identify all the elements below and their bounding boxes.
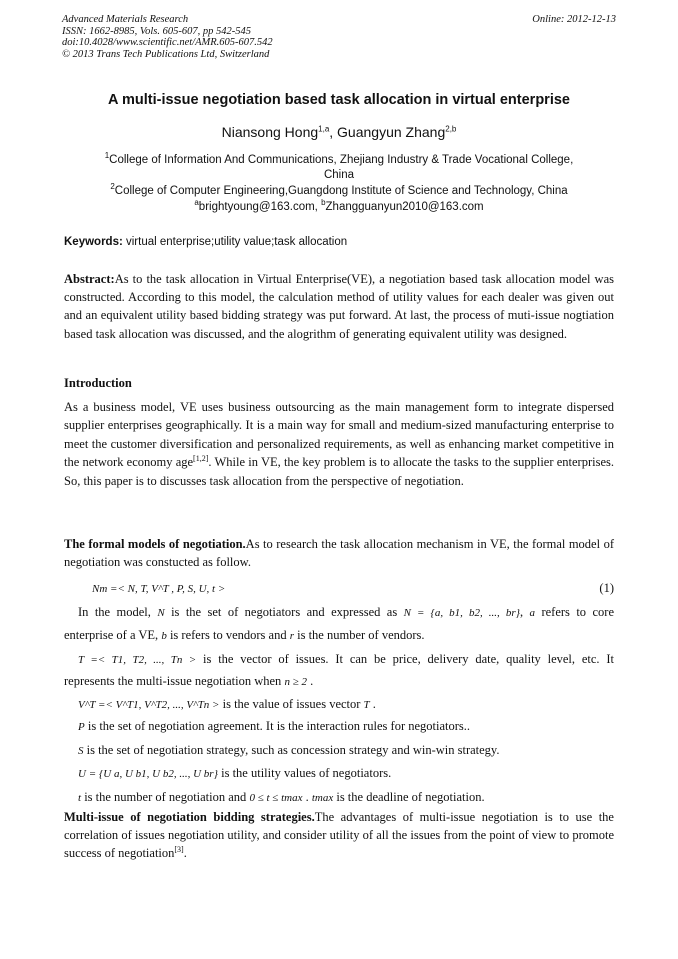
author-emails: $^a$brightyoung@163.com, $^b$Zhangguanyun2010@163.com <box>194 198 484 213</box>
model-n-line: In the model, N is the set of negotiators and expressed as N = {a, b1, b2, ..., br}, a refers to core <box>78 605 614 619</box>
abstract <box>64 270 614 343</box>
issue-vector: T =< T1, T2, ..., Tn > <box>78 654 197 666</box>
introduction-paragraph: As a business model, VE uses business outsourcing as the main management form to integrate dispersed supplier enterprises geographically. It is a main way for small and medium-sized manufacturing enterprise to meet the customer diversification and personalized requirements, as well as enhancing market competitive in the network economy age[1,2]. While in VE, the key problem is to allocate the tasks to the supplier enterprises. So, this paper is to discusses task allocation from the perspective of negotiation. <box>64 400 614 488</box>
equation-number: (1) <box>599 581 614 595</box>
equation-1: Nm =< N, T, V^T , P, S, U, t > <box>92 583 226 595</box>
negotiator-set: N = {a, b1, b2, ..., br} <box>403 607 520 619</box>
value-vector-line: V^T =< V^T1, V^T2, ..., V^Tn > is the value of issues vector T . <box>78 697 376 711</box>
issue-vector-line-2: represents the multi-issue negotiation when n ≥ 2 . <box>64 674 314 688</box>
keywords <box>64 236 347 248</box>
copyright-line: © 2013 Trans Tech Publications Ltd, Switzerland <box>62 48 270 60</box>
author-1-affiliation: 1,a <box>318 124 330 134</box>
journal-header <box>62 14 616 60</box>
multi-issue-paragraph: Multi-issue of negotiation bidding strategies.The advantages of multi-issue negotiation is to use the correlation of issues negotiation utility, and consider utility of all the issues from the point of view to promote success of negotiation[3]. <box>64 810 614 861</box>
online-date: Online: 2012-12-13 <box>532 14 616 25</box>
journal-name: Advanced Materials Research <box>62 14 189 25</box>
affiliation-2: $^2$College of Computer Engineering,Guangdong Institute of Science and Technology, China <box>110 182 568 197</box>
formal-models-paragraph: The formal models of negotiation.As to research the task allocation mechanism in VE, the formal model of negotiation was constucted as follow. <box>64 537 614 570</box>
citation: [1,2] <box>193 454 209 464</box>
paper-title: A multi-issue negotiation based task allocation in virtual enterprise <box>108 92 570 108</box>
section-heading-introduction: Introduction <box>64 376 132 390</box>
email-a: brightyoung@163.com, <box>198 201 322 213</box>
email-b: Zhangguanyun2010@163.com <box>325 201 484 213</box>
affiliation-1: $^1$College of Information And Communications, Zhejiang Industry & Trade Vocational College, China <box>104 151 574 181</box>
utility-set: U = {U a, U b1, U b2, ..., U br} <box>78 768 218 780</box>
model-n-line-2: enterprise of a VE, b is refers to vendors and r is the number of vendors. <box>64 628 425 642</box>
issue-vector-line: T =< T1, T2, ..., Tn > is the vector of issues. It can be price, delivery date, quality level, etc. It <box>78 652 614 666</box>
issn-line: ISSN: 1662-8985, Vols. 605-607, pp 542-545 <box>62 25 251 37</box>
citation: [3] <box>174 845 184 855</box>
multi-issue-heading: Multi-issue of negotiation bidding strategies. <box>64 810 315 824</box>
author-1: Niansong Hong <box>221 124 319 140</box>
formal-models-heading: The formal models of negotiation. <box>64 537 246 551</box>
keywords-text: virtual enterprise;utility value;task allocation <box>122 236 348 248</box>
value-vector: V^T =< V^T1, V^T2, ..., V^Tn > <box>78 699 220 711</box>
doi-line: doi:10.4028/www.scientific.net/AMR.605-607.542 <box>62 37 273 48</box>
author-list <box>0 124 678 140</box>
agreement-line: P is the set of negotiation agreement. It is the interaction rules for negotiators.. <box>78 719 471 733</box>
utility-line: U = {U a, U b1, U b2, ..., U br} is the utility values of negotiators. <box>78 766 392 780</box>
author-2: Guangyun Zhang <box>337 124 446 140</box>
keywords-label: Keywords: <box>64 236 123 248</box>
author-separator: , <box>329 124 338 140</box>
author-2-affiliation: 2,b <box>445 124 457 134</box>
strategy-line: S is the set of negotiation strategy, such as concession strategy and win-win strategy. <box>78 743 500 757</box>
negotiation-count-line: t is the number of negotiation and 0 ≤ t ≤ tmax . tmax is the deadline of negotiation. <box>78 790 485 804</box>
abstract-label: Abstract: <box>64 272 115 286</box>
abstract-text: As to the task allocation in Virtual Enterprise(VE), a negotiation based task allocation model was constructed. According to this model, the calculation method of utility values for each dealer was given out and an equivalent utility based bidding strategy was put forward. At last, the process of muti-issue nogtiation based task allocation was discussed, and the alogrithm of generating equivalent utility was designed. <box>64 272 614 341</box>
